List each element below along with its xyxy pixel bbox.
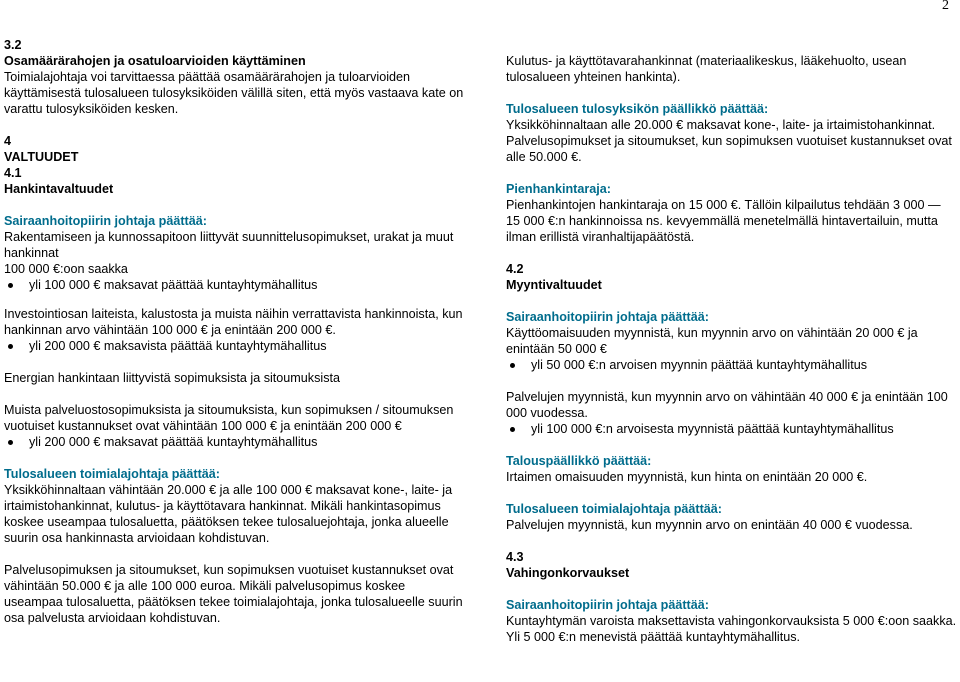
left-column — [4, 37, 466, 626]
bullet-item: yli 200 000 € maksavat päättää kuntayhtymähallitus — [4, 434, 466, 450]
section-4-number: 4 — [4, 134, 12, 148]
damages-board-text: Yli 5 000 €:n menevistä päättää kuntayhtymähallitus. — [506, 630, 801, 644]
unit-procurement-text: Yksikköhinnaltaan alle 20.000 € maksavat kone-, laite- ja irtaimistohankinnat. — [506, 118, 936, 132]
bullet-item: yli 100 000 € maksavat päättää kuntayhtymähallitus — [4, 277, 466, 293]
construction-procurement-limit: 100 000 €:oon saakka — [4, 262, 128, 276]
bullet-list — [4, 338, 466, 354]
bullet-list — [4, 277, 466, 293]
section-4-title: VALTUUDET — [4, 150, 79, 164]
role-heading-hospital-director-sales: Sairaanhoitopiirin johtaja päättää: — [506, 310, 709, 324]
section-3-2-body: Toimialajohtaja voi tarvittaessa päättää osamäärärahojen ja tuloarvioiden käyttämisestä tulosalueen tulosyksiköiden välillä siten, että myös vastaava kate on varattu tulosyksiköiden kesken. — [4, 70, 464, 116]
role-heading-hospital-director-damages: Sairaanhoitopiirin johtaja päättää: — [506, 598, 709, 612]
damages-text: Kuntayhtymän varoista maksettavista vahingonkorvauksista 5 000 €:oon saakka. — [506, 614, 957, 628]
investment-procurement-text: Investointiosan laiteista, kalustosta ja muista näihin verrattavista hankinnoista, kun hankinnan arvo vähintään 100 000 € ja enintään 200 000 €. — [4, 307, 463, 337]
role-heading-division-director-sales: Tulosalueen toimialajohtaja päättää: — [506, 502, 723, 516]
asset-sales-text: Käyttöomaisuuden myynnistä, kun myynnin arvo on vähintään 20 000 € ja enintään 50 000 € — [506, 326, 918, 356]
role-heading-small-procurement: Pienhankintaraja: — [506, 182, 611, 196]
movable-property-sales-text: Irtaimen omaisuuden myynnistä, kun hinta on enintään 20 000 €. — [506, 470, 868, 484]
bullet-item: yli 200 000 € maksavista päättää kuntayhtymähallitus — [4, 338, 466, 354]
section-3-2-number: 3.2 — [4, 38, 22, 52]
right-column — [506, 37, 958, 645]
role-heading-division-director: Tulosalueen toimialajohtaja päättää: — [4, 467, 221, 481]
section-4-3-number: 4.3 — [506, 550, 524, 564]
energy-procurement-text: Energian hankintaan liittyvistä sopimuksista ja sitoumuksista — [4, 371, 340, 385]
role-heading-hospital-director: Sairaanhoitopiirin johtaja päättää: — [4, 214, 207, 228]
bullet-list — [4, 434, 466, 450]
bullet-list — [506, 421, 958, 437]
section-4-1-title: Hankintavaltuudet — [4, 182, 114, 196]
role-heading-finance-manager: Talouspäällikkö päättää: — [506, 454, 652, 468]
section-4-2-title: Myyntivaltuudet — [506, 278, 602, 292]
bullet-list — [506, 357, 958, 373]
division-service-sales-text: Palvelujen myynnistä, kun myynnin arvo on enintään 40 000 € vuodessa. — [506, 518, 913, 532]
division-service-contracts-text: Palvelusopimuksen ja sitoumukset, kun sopimuksen vuotuiset kustannukset ovat vähintään 50.000 € ja alle 100 000 euroa. Mikäli palvelusopimus koskee useampaa tulosaluetta, päätöksen tekee toimialajohtaja, jonka tulosalueelle suurin osa palvelusta arvioidaan kohdistuvan. — [4, 563, 463, 625]
role-heading-unit-manager: Tulosalueen tulosyksikön päällikkö päättää: — [506, 102, 769, 116]
division-procurement-text: Yksikköhinnaltaan vähintään 20.000 € ja alle 100 000 € maksavat kone-, laite- ja irtaimistohankinnat, kulutus- ja käyttötavara hankinnat. Mikäli hankintasopimus koskee useampaa tulosaluetta, päätöksen tekee tulosaluejohtaja, jonka alueelle suurin osa hankinnasta arvioidaan kohdistuvan. — [4, 483, 453, 545]
section-4-2-number: 4.2 — [506, 262, 524, 276]
bullet-item: yli 50 000 €:n arvoisen myynnin päättää kuntayhtymähallitus — [506, 357, 958, 373]
consumables-text: Kulutus- ja käyttötavarahankinnat (materiaalikeskus, lääkehuolto, usean tulosalueen yhteinen hankinta). — [506, 54, 907, 84]
section-4-1-number: 4.1 — [4, 166, 22, 180]
section-3-2-title: Osamäärärahojen ja osatuloarvioiden käyttäminen — [4, 54, 306, 68]
bullet-item: yli 100 000 €:n arvoisesta myynnistä päättää kuntayhtymähallitus — [506, 421, 958, 437]
page-number: 2 — [942, 0, 949, 13]
small-procurement-text: Pienhankintojen hankintaraja on 15 000 €. Tällöin kilpailutus tehdään 3 000 — 15 000 €:n hankinnoissa ns. kevyemmällä menetelmällä hintavertailuin, mutta ilman erillistä viranhaltijapäätöstä. — [506, 198, 941, 244]
unit-service-contracts-text: Palvelusopimukset ja sitoumukset, kun sopimuksen vuotuiset kustannukset ovat alle 50.000 €. — [506, 134, 952, 164]
construction-procurement-text: Rakentamiseen ja kunnossapitoon liittyvät suunnittelusopimukset, urakat ja muut hankinnat — [4, 230, 454, 260]
service-contracts-text: Muista palveluostosopimuksista ja sitoumuksista, kun sopimuksen / sitoumuksen vuotuiset kustannukset ovat vähintään 100 000 € ja enintään 200 000 € — [4, 403, 454, 433]
service-sales-text: Palvelujen myynnistä, kun myynnin arvo on vähintään 40 000 € ja enintään 100 000 vuodessa. — [506, 390, 948, 420]
section-4-3-title: Vahingonkorvaukset — [506, 566, 630, 580]
